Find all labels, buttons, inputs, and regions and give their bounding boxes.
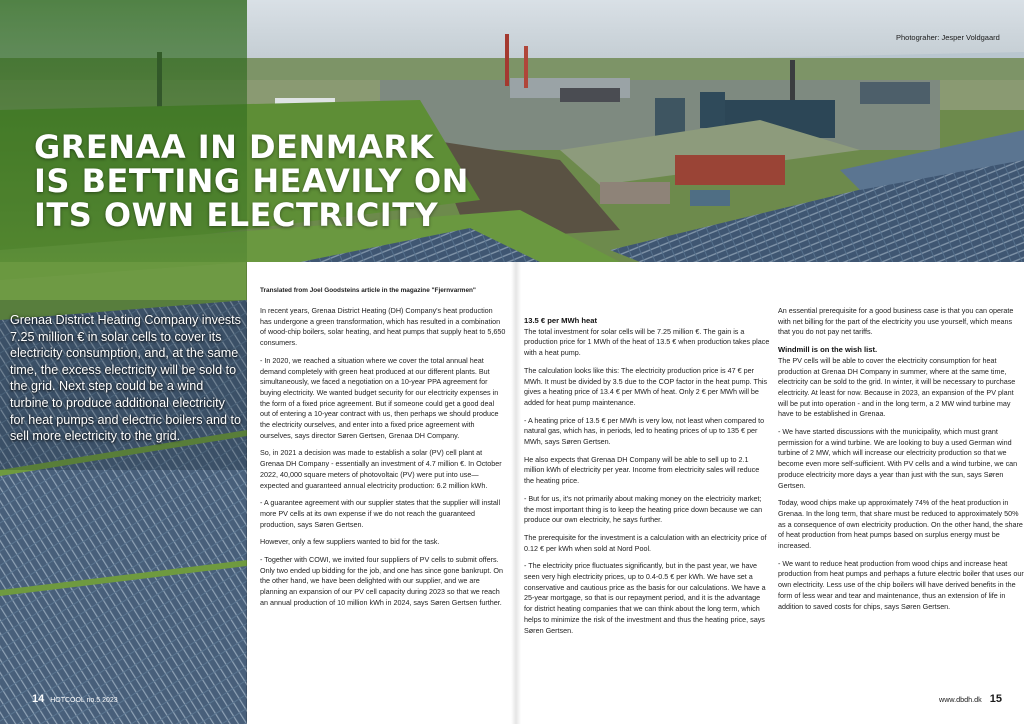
article-lede: Grenaa District Heating Company invests 7.25 million € in solar cells to cover its electricity consumption, and, at the same time, the excess electricity will be sold to the grid. Next step could be a wind turbine to produce additional electricity for heat pumps and electric boilers and to sell more electricity to the grid.: [10, 313, 242, 444]
paragraph: So, in 2021 a decision was made to establish a solar (PV) cell plant at Grenaa DH Company - essentially an investment of 4.7 million €. In October 2022, 40,000 square meters of photovoltaic (PV) were put into use—expected and guaranteed annual electricity production: 6.2 million kWh.: [260, 448, 502, 490]
website-link[interactable]: www.dbdh.dk: [939, 695, 982, 704]
page-number-left: 14: [32, 693, 45, 705]
headline-line: ITS OWN ELECTRICITY: [34, 196, 439, 234]
paragraph: - The electricity price fluctuates significantly, but in the past year, we have seen very high electricity prices, up to 0.4-0.5 € per kWh. We have set a conservative and cautious price as the basis for our calculations. We have a 25-year mortgage, so that is our repayment period, and it is the advantage for district heating companies that we can think about the long term, which helps to minimize the risk of the investment and thus the heating price, says Søren Gertsen.: [524, 561, 766, 635]
section-heading: 13.5 € per MWh heat: [524, 316, 598, 325]
section-heading: Windmill is on the wish list.: [778, 345, 878, 355]
headline-line: GRENAA IN DENMARK: [34, 128, 434, 166]
headline-line: IS BETTING HEAVILY ON: [34, 162, 469, 200]
article-column-3: [778, 306, 1024, 619]
paragraph: Today, wood chips make up approximately 74% of the heat production in Grenaa. In the long term, that share must be reduced to approximately 50% as a consequence of own electricity production. On the other hand, the share of heat production from heat pumps based on surplus energy must be increased.: [778, 498, 1023, 551]
page-number-right: 15: [989, 693, 1002, 705]
page-spine: [511, 262, 521, 724]
paragraph: The total investment for solar cells will be 7.25 million €. The gain is a production price for 1 MWh of the heat of 13.5 € when production takes place with a heat pump.: [524, 326, 770, 358]
article-column-2: [524, 316, 770, 643]
paragraph: - But for us, it's not primarily about making money on the electricity market; the most important thing is to keep the heating price down because we can produce our own electricity, he says further.: [524, 493, 763, 525]
left-folio: [32, 693, 118, 705]
photo-credit: Photograher: Jesper Voldgaard: [896, 33, 1000, 42]
paragraph: - Together with COWI, we invited four suppliers of PV cells to submit offers. Only two ended up bidding for the job, and one has since gone bankrupt. On the other hand, we have been delighted with our supplier, and we are planning an expansion of our PV cell capacity during 2023 so that we reach an annual production of 10 million kWh in 2024, says Søren Gertsen further.: [260, 555, 503, 607]
paragraph: An essential prerequisite for a good business case is that you can operate with net billing for the part of the electricity you use yourself, which means that you do not pay net tariffs.: [778, 306, 1014, 337]
magazine-issue: HOTCOOL no.5 2023: [50, 697, 118, 704]
paragraph: In recent years, Grenaa District Heating (DH) Company's heat production has undergone a green transformation, which has resulted in a combination of wood-chip boilers, solar heating, and heat pumps that supply heat to 5,650 consumers.: [260, 306, 506, 348]
article-column-1: [260, 306, 506, 616]
paragraph: - In 2020, we reached a situation where we cover the total annual heat demand completely with green heat produced at our different plants. But simultaneously, we faced a negotiation on a 10-year PPA agreement for buying electricity. We wanted budget security for our electricity expenses in the form of a fixed price agreement. But if someone could get a good deal out of entering a 10-year contract with us, then perhaps we should produce the electricity ourselves, and enter into a fixed price agreement with ourselves, says director Søren Gertsen, Grenaa DH Company.: [260, 355, 499, 440]
paragraph: The PV cells will be able to cover the electricity consumption for heat production at Grenaa DH Company in summer, where at the same time, electricity can be sold to the grid. In winter, it will be necessary to purchase electricity. At least for now. Because in 2023, an expansion of the PV plant will be put into operation - and in the long term, a 2 MW wind turbine may have to be established in Grenaa.: [778, 355, 1016, 419]
article-headline: [34, 130, 469, 232]
paragraph: - A guarantee agreement with our supplier states that the supplier will install more PV cells at its own expense if we do not reach the guaranteed production, says Søren Gertsen.: [260, 498, 501, 529]
paragraph: The calculation looks like this: The electricity production price is 47 € per MWh. It must be divided by 3.5 due to the COP factor in the heat pump. This gives a heating price of 13.4 € per MWh of heat. Only 2 € per MWh will be added for heat pump maintenance.: [524, 365, 768, 407]
paragraph: - A heating price of 13.5 € per MWh is very low, not least when compared to natural gas, which has, in periods, led to heating prices of up to 135 € per MWh, says Søren Gertsen.: [524, 415, 765, 447]
right-folio: [939, 693, 1002, 705]
paragraph: However, only a few suppliers wanted to bid for the task.: [260, 537, 440, 547]
translation-note: Translated from Joel Goodsteins article in the magazine "Fjernvarmen": [260, 287, 476, 294]
paragraph: The prerequisite for the investment is a calculation with an electricity price of 0.12 € per kWh when sold at Nord Pool.: [524, 532, 767, 553]
paragraph: - We have started discussions with the municipality, which must grant permission for a wind turbine. We are looking to buy a used German wind turbine of 2 MW, which will increase our electricity production so that we become even more self-sufficient. With PV cells and a wind turbine, we can produce electricity more days a year than just with the sun, says Søren Gertsen.: [778, 427, 1018, 490]
paragraph: He also expects that Grenaa DH Company will be able to sell up to 2.1 million kWh of electricity per year. Income from electricity sales will reduce the heating price.: [524, 454, 760, 486]
paragraph: - We want to reduce heat production from wood chips and increase heat production from heat pumps and perhaps a future electric boiler that uses our own electricity. Less use of the chip boilers will have derived benefits in the form of less wear and tear and maintenance, thus an extension of life in addition to saved costs for chips, says Søren Gertsen.: [778, 558, 1024, 611]
